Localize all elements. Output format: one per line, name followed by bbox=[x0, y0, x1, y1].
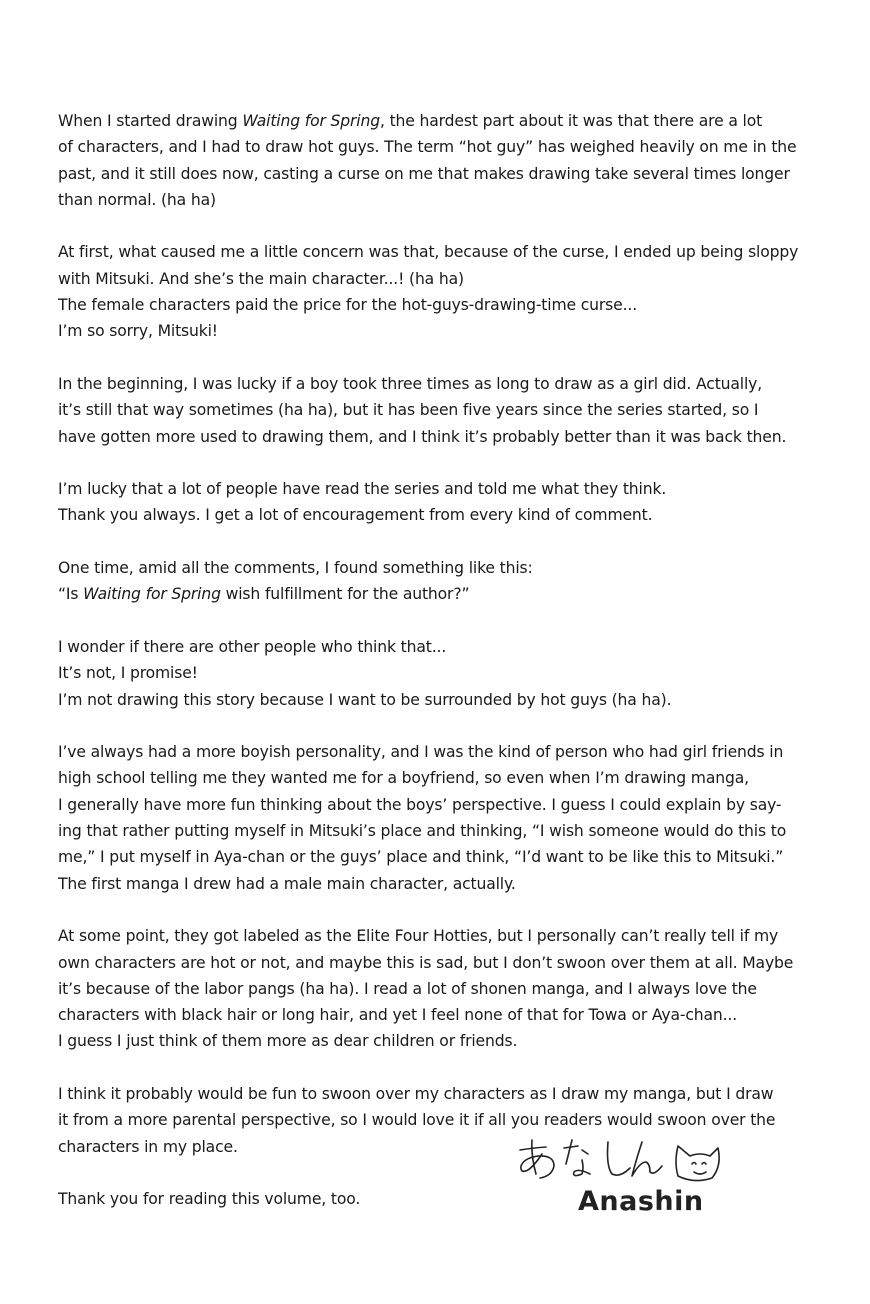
paragraph bbox=[58, 739, 822, 897]
text-line: Thank you for reading this volume, too. bbox=[58, 1190, 361, 1209]
text-line: me,” I put myself in Aya-chan or the guys’ place and think, “I’d want to be like this to Mitsuki.” bbox=[58, 848, 784, 867]
text-line: ing that rather putting myself in Mitsuki’s place and thinking, “I wish someone would do this to bbox=[58, 822, 787, 841]
text-line: The first manga I drew had a male main character, actually. bbox=[58, 874, 516, 893]
text-line: I wonder if there are other people who think that... bbox=[58, 637, 447, 656]
text-line: it’s still that way sometimes (ha ha), but it has been five years since the series started, so I bbox=[58, 401, 759, 420]
paragraph bbox=[58, 239, 822, 344]
text-line: One time, amid all the comments, I found something like this: bbox=[58, 559, 533, 578]
text-line: own characters are hot or not, and maybe this is sad, but I don’t swoon over them at all. Maybe bbox=[58, 953, 794, 972]
text-line: When I started drawing Waiting for Spring, the hardest part about it was that there are a lot bbox=[58, 112, 763, 130]
paragraph bbox=[58, 371, 822, 450]
text-line: it from a more parental perspective, so I would love it if all you readers would swoon over the bbox=[58, 1111, 776, 1130]
paragraph bbox=[58, 108, 822, 213]
text-line: I’ve always had a more boyish personality, and I was the kind of person who had girl friends in bbox=[58, 743, 784, 762]
text-line: In the beginning, I was lucky if a boy took three times as long to draw as a girl did. Actually, bbox=[58, 374, 763, 393]
text-line: I think it probably would be fun to swoon over my characters as I draw my manga, but I draw bbox=[58, 1084, 774, 1103]
paragraph bbox=[58, 476, 822, 529]
text-line: with Mitsuki. And she’s the main character...! (ha ha) bbox=[58, 269, 464, 288]
text-line: Thank you always. I get a lot of encouragement from every kind of comment. bbox=[58, 506, 653, 525]
text-line: characters in my place. bbox=[58, 1137, 238, 1156]
text-line: of characters, and I had to draw hot guys. The term “hot guy” has weighed heavily on me in the bbox=[58, 138, 797, 157]
paragraph bbox=[58, 555, 822, 608]
author-signature bbox=[512, 1136, 774, 1228]
text-line: characters with black hair or long hair, and yet I feel none of that for Towa or Aya-chan... bbox=[58, 1006, 738, 1025]
text-line: At some point, they got labeled as the Elite Four Hotties, but I personally can’t really tell if my bbox=[58, 927, 779, 946]
afterword-text bbox=[58, 108, 822, 1239]
paragraph bbox=[58, 923, 822, 1054]
book-title: Waiting for Spring bbox=[242, 112, 380, 130]
text-line: high school telling me they wanted me for a boyfriend, so even when I’m drawing manga, bbox=[58, 769, 749, 788]
book-title: Waiting for Spring bbox=[83, 585, 221, 604]
text-line: I’m so sorry, Mitsuki! bbox=[58, 322, 218, 341]
text-line: than normal. (ha ha) bbox=[58, 190, 216, 209]
text-line: it’s because of the labor pangs (ha ha). I read a lot of shonen manga, and I always love the bbox=[58, 979, 757, 998]
text-line: At first, what caused me a little concern was that, because of the curse, I ended up being sloppy bbox=[58, 243, 799, 262]
text-line: “Is Waiting for Spring wish fulfillment for the author?” bbox=[58, 585, 470, 604]
text-line: I’m not drawing this story because I want to be surrounded by hot guys (ha ha). bbox=[58, 690, 672, 709]
text-line: have gotten more used to drawing them, and I think it’s probably better than it was back then. bbox=[58, 427, 787, 446]
text-line: past, and it still does now, casting a curse on me that makes drawing take several times longer bbox=[58, 164, 790, 183]
text-line: I guess I just think of them more as dear children or friends. bbox=[58, 1032, 518, 1051]
text-line: I’m lucky that a lot of people have read the series and told me what they think. bbox=[58, 480, 667, 499]
signature-name: Anashin bbox=[578, 1186, 704, 1217]
text-line: It’s not, I promise! bbox=[58, 664, 198, 683]
paragraph bbox=[58, 634, 822, 713]
text-line: The female characters paid the price for the hot-guys-drawing-time curse... bbox=[58, 296, 638, 315]
text-line: I generally have more fun thinking about the boys’ perspective. I guess I could explain by say- bbox=[58, 795, 782, 814]
